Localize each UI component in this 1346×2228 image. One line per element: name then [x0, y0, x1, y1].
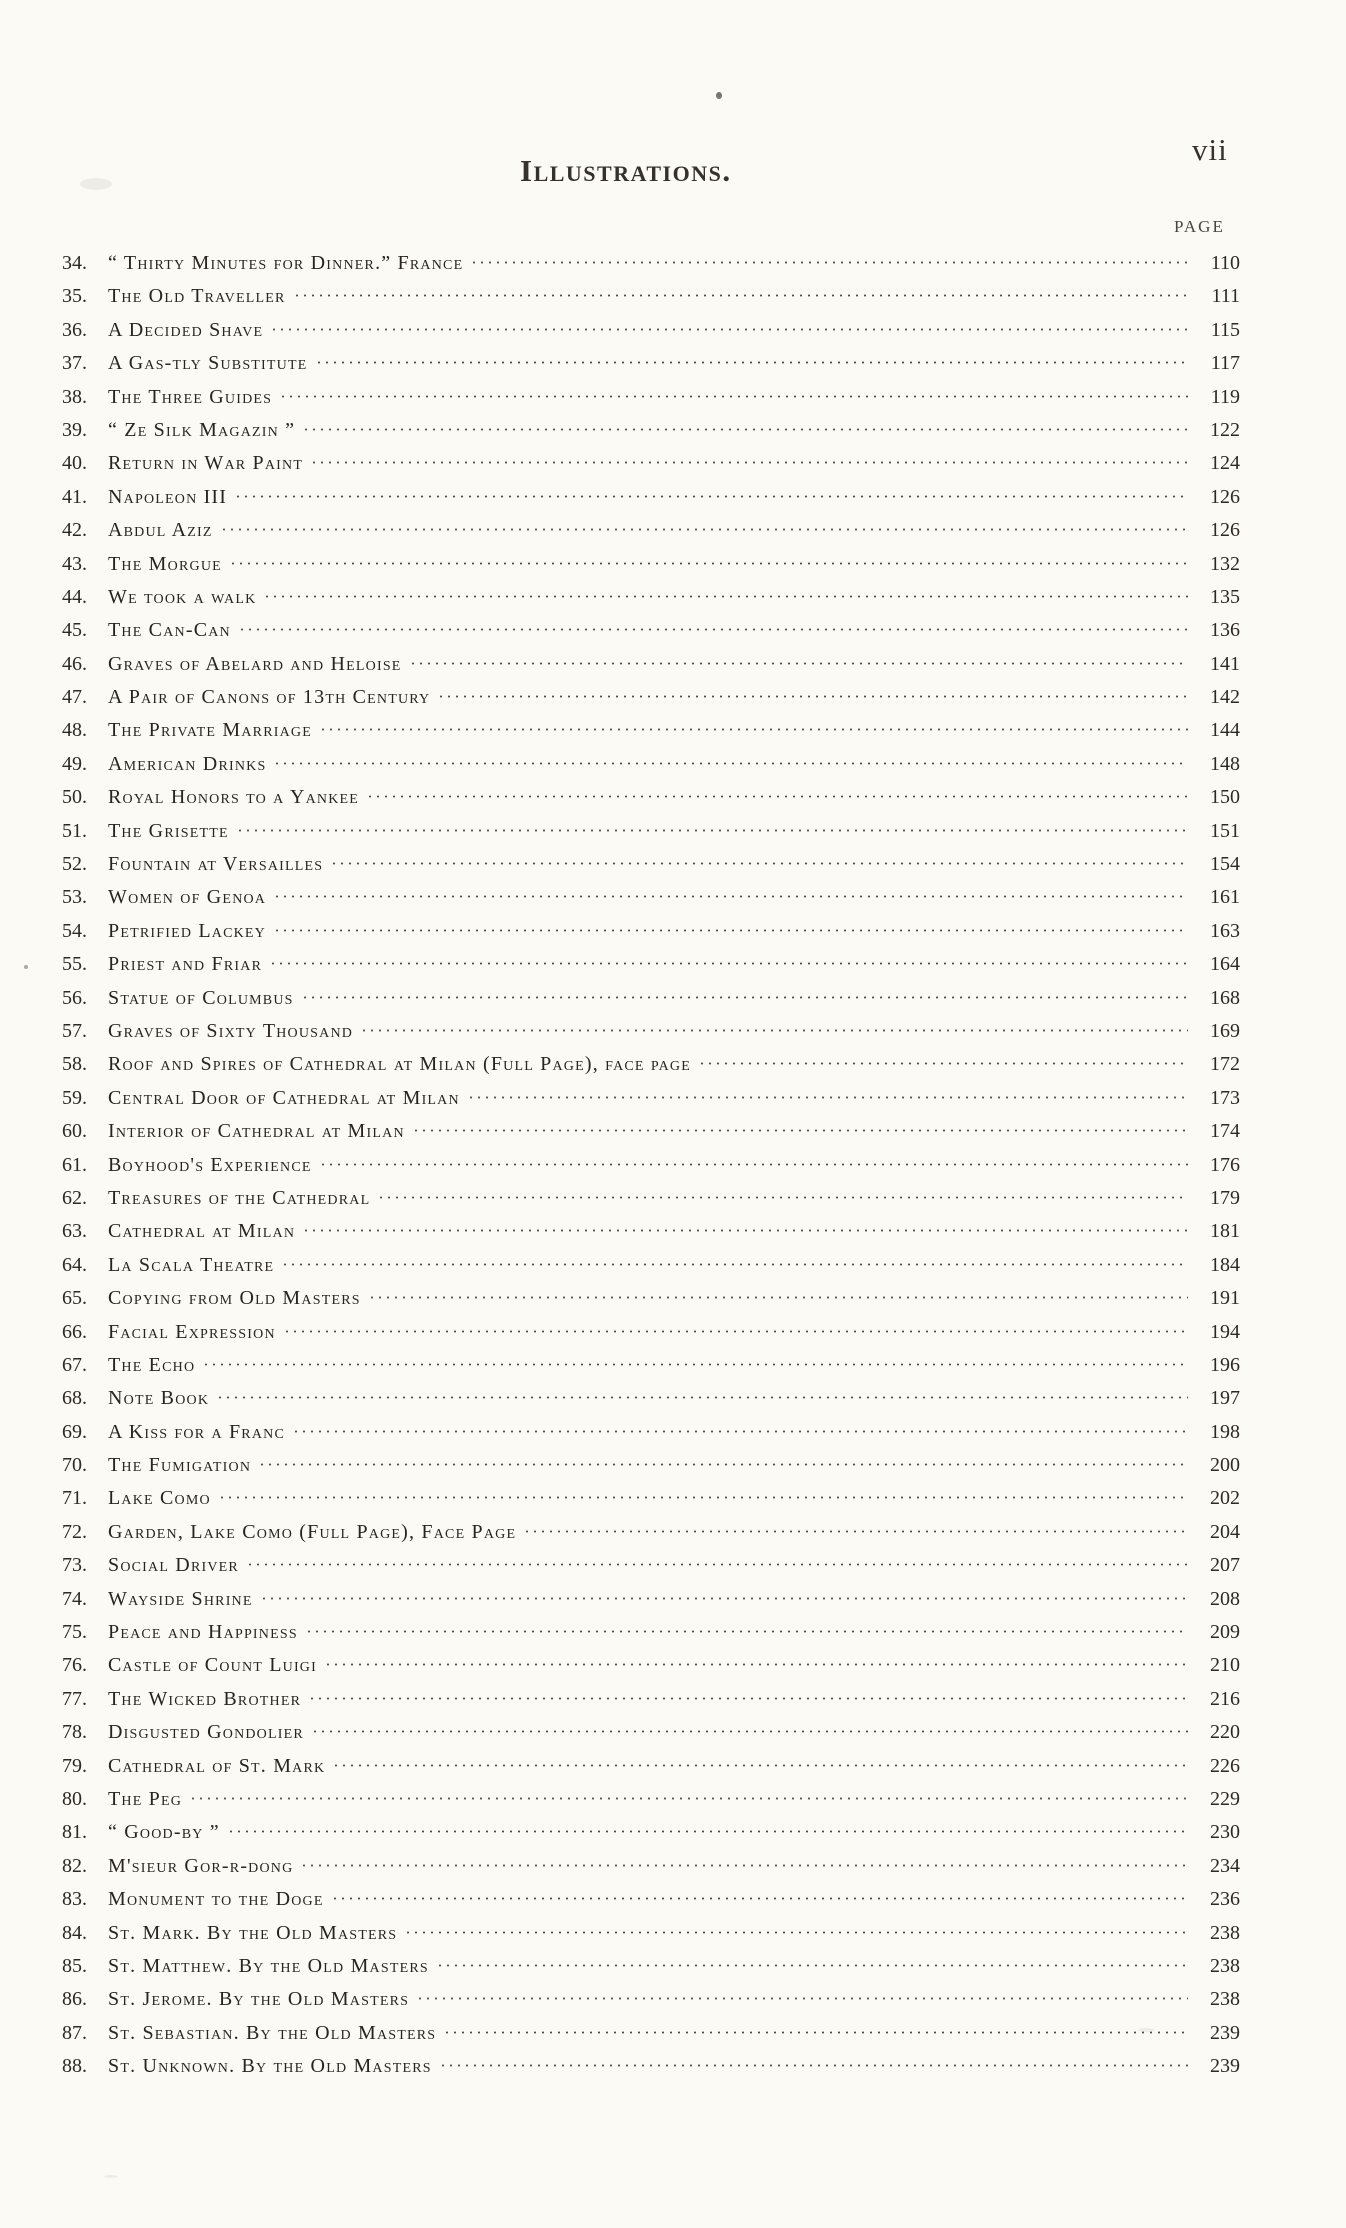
illustration-entry	[62, 247, 1240, 280]
paper-smudge	[104, 2175, 118, 2178]
illustration-entry	[62, 1583, 1240, 1616]
dot-leader	[246, 1563, 1188, 1566]
illustration-number: 64.	[62, 1253, 87, 1276]
illustration-title: The Echo	[108, 1353, 196, 1376]
dot-leader	[293, 294, 1188, 297]
illustration-number: 58.	[62, 1053, 87, 1076]
dot-leader	[260, 1597, 1188, 1600]
illustration-title: The Peg	[108, 1787, 183, 1810]
illustration-number: 54.	[62, 919, 87, 942]
illustration-number: 71.	[62, 1487, 87, 1510]
illustration-entry	[62, 2017, 1240, 2050]
illustration-page-number: 161	[1210, 886, 1240, 909]
illustration-number: 66.	[62, 1320, 87, 1343]
illustration-entry	[62, 1149, 1240, 1182]
dot-leader	[229, 562, 1188, 565]
illustration-entry	[62, 481, 1240, 514]
illustration-number: 51.	[62, 819, 87, 842]
illustration-page-number: 184	[1210, 1253, 1240, 1276]
illustration-title: The Can-Can	[108, 619, 231, 642]
illustration-title: Petrified Lackey	[108, 919, 266, 942]
dot-leader	[315, 361, 1189, 364]
illustration-entry	[62, 1783, 1240, 1816]
illustration-title: Boyhood's Experience	[108, 1153, 312, 1176]
illustration-page-number: 163	[1210, 919, 1240, 942]
page-number: vii	[1192, 132, 1228, 167]
illustration-title: Note Book	[108, 1387, 210, 1410]
dot-leader	[236, 829, 1188, 832]
illustration-page-number: 216	[1210, 1687, 1240, 1710]
dot-leader	[437, 695, 1188, 698]
illustration-number: 83.	[62, 1888, 87, 1911]
illustration-entry	[62, 1482, 1240, 1515]
dot-leader	[443, 2031, 1188, 2034]
illustration-title: A Gas-tly Substitute	[108, 352, 308, 375]
illustration-entry	[62, 948, 1240, 981]
illustration-page-number: 111	[1211, 285, 1240, 308]
illustration-entry	[62, 614, 1240, 647]
illustration-entry	[62, 982, 1240, 1015]
dot-leader	[238, 628, 1188, 631]
illustration-entry	[62, 648, 1240, 681]
illustration-number: 40.	[62, 452, 87, 475]
illustration-entry	[62, 714, 1240, 747]
illustration-title: “ Thirty Minutes for Dinner.” France	[108, 252, 464, 274]
illustration-entry	[62, 548, 1240, 581]
illustration-title: Cathedral at Milan	[108, 1220, 296, 1243]
illustration-page-number: 168	[1210, 986, 1240, 1009]
top-print-mark	[716, 92, 722, 99]
illustration-page-number: 239	[1210, 2055, 1240, 2078]
dot-leader	[269, 962, 1188, 965]
illustration-title: Graves of Abelard and Heloise	[108, 652, 402, 675]
illustration-title: St. Mark. By the Old Masters	[108, 1921, 398, 1944]
illustration-number: 34.	[62, 252, 87, 274]
illustration-number: 67.	[62, 1353, 87, 1376]
illustration-page-number: 181	[1210, 1220, 1240, 1243]
illustration-page-number: 229	[1210, 1787, 1240, 1810]
dot-leader	[377, 1196, 1188, 1199]
illustration-page-number: 164	[1210, 953, 1240, 976]
illustration-number: 38.	[62, 385, 87, 408]
illustration-number: 46.	[62, 652, 87, 675]
illustration-page-number: 169	[1210, 1019, 1240, 1042]
illustration-page-number: 191	[1210, 1287, 1240, 1310]
illustration-entry	[62, 748, 1240, 781]
illustration-page-number: 230	[1210, 1821, 1240, 1844]
illustration-title: Peace and Happiness	[108, 1621, 298, 1644]
dot-leader	[305, 1630, 1188, 1633]
illustration-title: St. Jerome. By the Old Masters	[108, 1988, 410, 2011]
illustration-title: The Wicked Brother	[108, 1687, 302, 1710]
illustration-page-number: 234	[1210, 1854, 1240, 1877]
illustration-number: 39.	[62, 418, 87, 441]
illustration-entry	[62, 414, 1240, 447]
illustration-entry	[62, 1750, 1240, 1783]
dot-leader	[220, 528, 1188, 531]
dot-leader	[439, 2064, 1188, 2067]
illustration-number: 80.	[62, 1787, 87, 1810]
illustration-page-number: 226	[1210, 1754, 1240, 1777]
illustration-page-number: 150	[1210, 786, 1240, 809]
illustration-entry	[62, 881, 1240, 914]
illustration-number: 74.	[62, 1587, 87, 1610]
dot-leader	[332, 1764, 1188, 1767]
dot-leader	[404, 1931, 1188, 1934]
illustration-entry	[62, 1215, 1240, 1248]
illustration-entry	[62, 1950, 1240, 1983]
illustration-title: American Drinks	[108, 752, 267, 775]
illustration-title: Copying from Old Masters	[108, 1287, 361, 1310]
dot-leader	[189, 1797, 1188, 1800]
illustration-page-number: 142	[1210, 686, 1240, 709]
illustration-title: Central Door of Cathedral at Milan	[108, 1086, 460, 1109]
illustration-page-number: 220	[1210, 1721, 1240, 1744]
illustration-entry	[62, 1316, 1240, 1349]
illustration-title: Priest and Friar	[108, 953, 263, 976]
dot-leader	[273, 895, 1188, 898]
dot-leader	[331, 1897, 1188, 1900]
illustration-title: Interior of Cathedral at Milan	[108, 1120, 405, 1143]
illustration-page-number: 144	[1210, 719, 1240, 742]
illustration-number: 59.	[62, 1086, 87, 1109]
illustration-page-number: 210	[1210, 1654, 1240, 1677]
illustration-title: Return in War Paint	[108, 452, 304, 475]
illustration-entry	[62, 1850, 1240, 1883]
illustration-number: 73.	[62, 1554, 87, 1577]
dot-leader	[258, 1463, 1188, 1466]
illustration-entry	[62, 347, 1240, 380]
illustration-number: 49.	[62, 752, 87, 775]
illustration-entry	[62, 1282, 1240, 1315]
illustration-title: A Kiss for a Franc	[108, 1420, 285, 1443]
dot-leader	[292, 1430, 1188, 1433]
illustration-entry	[62, 1349, 1240, 1382]
illustration-entry	[62, 815, 1240, 848]
illustration-number: 47.	[62, 686, 87, 709]
illustration-number: 86.	[62, 1988, 87, 2011]
illustration-title: Women of Genoa	[108, 886, 267, 909]
dot-leader	[698, 1062, 1188, 1065]
illustration-title: Disgusted Gondolier	[108, 1721, 304, 1744]
dot-leader	[302, 1229, 1188, 1232]
dot-leader	[263, 595, 1188, 598]
illustration-page-number: 132	[1210, 552, 1240, 575]
illustration-number: 87.	[62, 2021, 87, 2044]
illustration-number: 61.	[62, 1153, 87, 1176]
illustration-number: 77.	[62, 1687, 87, 1710]
illustration-entry	[62, 280, 1240, 313]
illustration-title: Social Driver	[108, 1554, 239, 1577]
illustration-entry	[62, 1983, 1240, 2016]
illustration-title: The Old Traveller	[108, 285, 286, 308]
dot-leader	[368, 1296, 1188, 1299]
illustration-title: St. Matthew. By the Old Masters	[108, 1954, 429, 1977]
illustration-number: 82.	[62, 1854, 87, 1877]
illustration-entry	[62, 1683, 1240, 1716]
illustration-title: The Three Guides	[108, 385, 273, 408]
illustration-number: 60.	[62, 1120, 87, 1143]
illustration-page-number: 176	[1210, 1153, 1240, 1176]
illustration-page-number: 154	[1210, 853, 1240, 876]
illustration-title: “ Ze Silk Magazin ”	[108, 418, 296, 441]
illustration-entry	[62, 1616, 1240, 1649]
dot-leader	[234, 495, 1188, 498]
illustration-page-number: 117	[1210, 352, 1240, 375]
illustration-number: 69.	[62, 1420, 87, 1443]
illustration-title: We took a walk	[108, 585, 257, 608]
illustration-number: 70.	[62, 1454, 87, 1477]
illustration-entry	[62, 1015, 1240, 1048]
illustration-number: 37.	[62, 352, 87, 375]
dot-leader	[216, 1396, 1188, 1399]
illustration-page-number: 202	[1210, 1487, 1240, 1510]
dot-leader	[310, 461, 1188, 464]
illustration-page-number: 179	[1210, 1186, 1240, 1209]
illustration-number: 68.	[62, 1387, 87, 1410]
paper-smudge	[80, 178, 112, 190]
illustration-page-number: 194	[1210, 1320, 1240, 1343]
dot-leader	[273, 929, 1188, 932]
illustration-number: 84.	[62, 1921, 87, 1944]
dot-leader	[409, 662, 1188, 665]
illustration-entry	[62, 514, 1240, 547]
illustration-entry	[62, 915, 1240, 948]
dot-leader	[270, 328, 1188, 331]
dot-leader	[283, 1330, 1188, 1333]
illustration-page-number: 126	[1210, 485, 1240, 508]
illustration-number: 36.	[62, 318, 87, 341]
illustration-number: 81.	[62, 1821, 87, 1844]
illustration-number: 76.	[62, 1654, 87, 1677]
illustration-title: “ Good-by ”	[108, 1821, 220, 1844]
dot-leader	[467, 1096, 1188, 1099]
illustration-entry	[62, 1048, 1240, 1081]
illustration-page-number: 236	[1210, 1888, 1240, 1911]
illustration-title: St. Sebastian. By the Old Masters	[108, 2021, 437, 2044]
page-column-heading: PAGE	[1174, 217, 1225, 236]
illustration-number: 56.	[62, 986, 87, 1009]
illustration-page-number: 238	[1210, 1954, 1240, 1977]
illustration-page-number: 124	[1210, 452, 1240, 475]
illustration-page-number: 126	[1210, 519, 1240, 542]
dot-leader	[416, 1997, 1188, 2000]
paper-speck	[24, 965, 28, 969]
illustration-title: The Private Marriage	[108, 719, 312, 742]
illustration-number: 65.	[62, 1287, 87, 1310]
illustration-page-number: 119	[1210, 385, 1240, 408]
illustration-number: 85.	[62, 1954, 87, 1977]
dot-leader	[273, 762, 1188, 765]
illustration-number: 48.	[62, 719, 87, 742]
illustration-title: M'sieur Gor-r-dong	[108, 1854, 294, 1877]
illustration-page-number: 174	[1210, 1120, 1240, 1143]
dot-leader	[218, 1496, 1188, 1499]
illustration-entry	[62, 1516, 1240, 1549]
illustration-title: The Fumigation	[108, 1454, 252, 1477]
dot-leader	[302, 428, 1188, 431]
dot-leader	[300, 1864, 1188, 1867]
illustration-page-number: 141	[1210, 652, 1240, 675]
illustration-number: 52.	[62, 853, 87, 876]
illustration-page-number: 173	[1210, 1086, 1240, 1109]
illustration-page-number: 196	[1210, 1353, 1240, 1376]
illustration-page-number: 198	[1210, 1420, 1240, 1443]
illustration-title: Wayside Shrine	[108, 1587, 253, 1610]
illustration-title: Royal Honors to a Yankee	[108, 786, 360, 809]
illustration-number: 45.	[62, 619, 87, 642]
illustration-page-number: 172	[1210, 1053, 1240, 1076]
illustration-title: Graves of Sixty Thousand	[108, 1019, 354, 1042]
illustration-number: 42.	[62, 519, 87, 542]
illustration-title: Facial Expression	[108, 1320, 276, 1343]
illustration-page-number: 238	[1210, 1921, 1240, 1944]
illustration-title: Napoleon III	[108, 485, 228, 508]
dot-leader	[202, 1363, 1188, 1366]
illustration-page-number: 122	[1210, 418, 1240, 441]
dot-leader	[366, 795, 1188, 798]
dot-leader	[308, 1697, 1188, 1700]
running-title: Illustrations.	[520, 152, 732, 188]
illustration-page-number: 115	[1210, 318, 1240, 341]
illustration-page-number: 204	[1210, 1520, 1240, 1543]
illustration-number: 63.	[62, 1220, 87, 1243]
illustration-entry	[62, 1883, 1240, 1916]
illustration-number: 88.	[62, 2055, 87, 2078]
illustration-entry	[62, 1382, 1240, 1415]
illustration-entry	[62, 1082, 1240, 1115]
illustration-title: St. Unknown. By the Old Masters	[108, 2055, 432, 2078]
illustration-title: Fountain at Versailles	[108, 853, 324, 876]
illustration-page-number: 238	[1210, 1988, 1240, 2011]
illustration-entry	[62, 1716, 1240, 1749]
illustration-entry	[62, 848, 1240, 881]
dot-leader	[412, 1129, 1188, 1132]
illustration-title: Statue of Columbus	[108, 986, 294, 1009]
illustration-title: Garden, Lake Como (Full Page), Face Page	[108, 1520, 517, 1543]
illustration-number: 43.	[62, 552, 87, 575]
illustration-page-number: 208	[1210, 1587, 1240, 1610]
illustration-number: 79.	[62, 1754, 87, 1777]
illustration-number: 55.	[62, 953, 87, 976]
illustration-title: Monument to the Doge	[108, 1888, 324, 1911]
illustration-number: 41.	[62, 485, 87, 508]
illustration-page-number: 135	[1210, 585, 1240, 608]
illustration-title: Cathedral of St. Mark	[108, 1754, 326, 1777]
illustration-title: Treasures of the Cathedral	[108, 1186, 371, 1209]
illustration-entry	[62, 1649, 1240, 1682]
illustration-number: 72.	[62, 1520, 87, 1543]
dot-leader	[301, 996, 1188, 999]
dot-leader	[311, 1730, 1188, 1733]
illustration-entry	[62, 2050, 1240, 2083]
illustration-number: 75.	[62, 1621, 87, 1644]
illustration-page-number: 136	[1210, 619, 1240, 642]
illustration-title: A Pair of Canons of 13th Century	[108, 686, 431, 709]
illustration-title: The Morgue	[108, 552, 222, 575]
illustration-page-number: 148	[1210, 752, 1240, 775]
dot-leader	[470, 261, 1188, 264]
illustration-number: 35.	[62, 285, 87, 308]
illustration-entry	[62, 781, 1240, 814]
illustration-entry	[62, 681, 1240, 714]
illustration-entry	[62, 1249, 1240, 1282]
illustration-number: 78.	[62, 1721, 87, 1744]
dot-leader	[436, 1964, 1188, 1967]
illustration-entry	[62, 314, 1240, 347]
illustration-page-number: 209	[1210, 1621, 1240, 1644]
illustration-entry	[62, 581, 1240, 614]
illustration-number: 44.	[62, 585, 87, 608]
illustration-number: 53.	[62, 886, 87, 909]
illustration-page-number: 110	[1210, 252, 1240, 274]
illustration-page-number: 197	[1210, 1387, 1240, 1410]
illustration-number: 57.	[62, 1019, 87, 1042]
illustration-entry	[62, 447, 1240, 480]
illustration-page-number: 200	[1210, 1454, 1240, 1477]
illustration-entry	[62, 1115, 1240, 1148]
illustration-page-number: 151	[1210, 819, 1240, 842]
illustration-title: Abdul Aziz	[108, 519, 213, 542]
illustration-entry	[62, 1449, 1240, 1482]
illustration-entry	[62, 1182, 1240, 1215]
illustration-title: Roof and Spires of Cathedral at Milan (Full Page), face page	[108, 1053, 691, 1076]
dot-leader	[324, 1663, 1188, 1666]
illustration-title: A Decided Shave	[108, 318, 264, 341]
dot-leader	[330, 862, 1188, 865]
illustration-title: Lake Como	[108, 1487, 211, 1510]
illustration-list	[62, 247, 1240, 2083]
illustration-number: 50.	[62, 786, 87, 809]
illustration-entry	[62, 1816, 1240, 1849]
illustration-title: La Scala Theatre	[108, 1253, 275, 1276]
illustration-title: Castle of Count Luigi	[108, 1654, 317, 1677]
dot-leader	[227, 1830, 1188, 1833]
illustration-title: The Grisette	[108, 819, 229, 842]
illustration-number: 62.	[62, 1186, 87, 1209]
dot-leader	[523, 1530, 1188, 1533]
illustration-entry	[62, 1416, 1240, 1449]
dot-leader	[281, 1263, 1188, 1266]
illustration-page-number: 207	[1210, 1554, 1240, 1577]
illustration-entry	[62, 1549, 1240, 1582]
illustration-page-number: 239	[1210, 2021, 1240, 2044]
illustration-entry	[62, 381, 1240, 414]
illustration-entry	[62, 1917, 1240, 1950]
dot-leader	[319, 728, 1188, 731]
dot-leader	[279, 395, 1188, 398]
dot-leader	[319, 1163, 1188, 1166]
dot-leader	[360, 1029, 1188, 1032]
